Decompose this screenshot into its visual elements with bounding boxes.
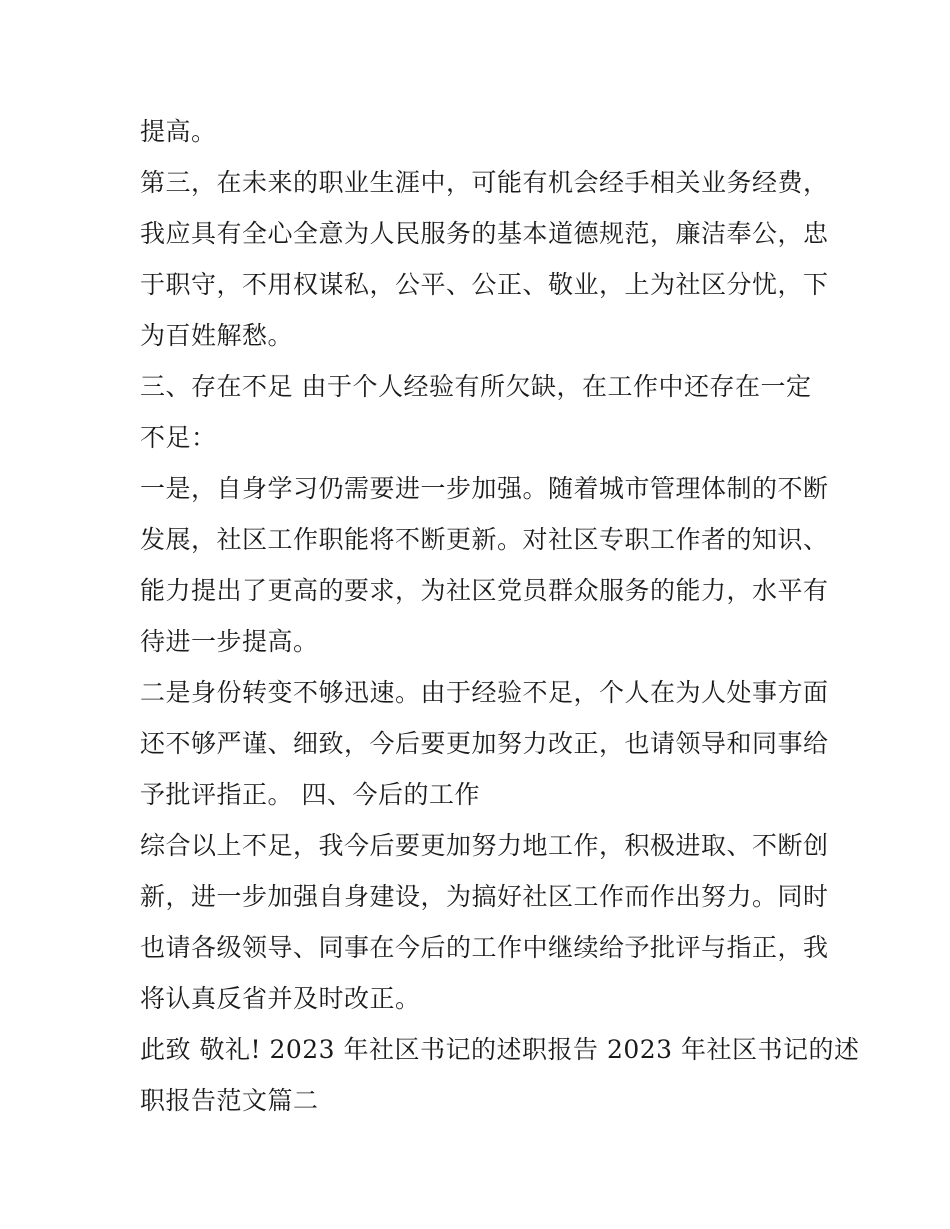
section-heading-line: 三、存在不足 由于个人经验有所欠缺，在工作中还存在一定 [140,372,812,401]
text-line: 我应具有全心全意为人民服务的基本道德规范，廉洁奉公，忠 [140,219,829,248]
text-line: 将认真反省并及时改正。 [140,984,421,1013]
text-line: 第三，在未来的职业生涯中，可能有机会经手相关业务经费， [140,168,829,197]
text-line: 还不够严谨、细致，今后要更加努力改正，也请领导和同事给 [140,729,829,758]
text-line: 于职守，不用权谋私，公平、公正、敬业，上为社区分忧，下 [140,270,829,299]
closing-line: 此致 敬礼! 2023 年社区书记的述职报告 2023 年社区书记的述 [140,1035,860,1064]
text-line: 新，进一步加强自身建设，为搞好社区工作而作出努力。同时 [140,882,829,911]
text-line: 能力提出了更高的要求，为社区党员群众服务的能力，水平有 [140,576,829,605]
text-line: 也请各级领导、同事在今后的工作中继续给予批评与指正，我 [140,933,829,962]
text-line: 为百姓解愁。 [140,321,294,350]
document-body [140,106,860,1126]
section-heading-line: 予批评指正。 四、今后的工作 [140,780,480,809]
text-line: 二是身份转变不够迅速。由于经验不足，个人在为人处事方面 [140,678,829,707]
text-line: 一是，自身学习仍需要进一步加强。随着城市管理体制的不断 [140,474,829,503]
text-line: 不足： [140,423,217,452]
text-line: 综合以上不足，我今后要更加努力地工作，积极进取、不断创 [140,831,829,860]
closing-line: 职报告范文篇二 [140,1086,319,1115]
text-line: 提高。 [140,117,217,146]
text-line: 待进一步提高。 [140,627,319,656]
text-line: 发展，社区工作职能将不断更新。对社区专职工作者的知识、 [140,525,829,554]
